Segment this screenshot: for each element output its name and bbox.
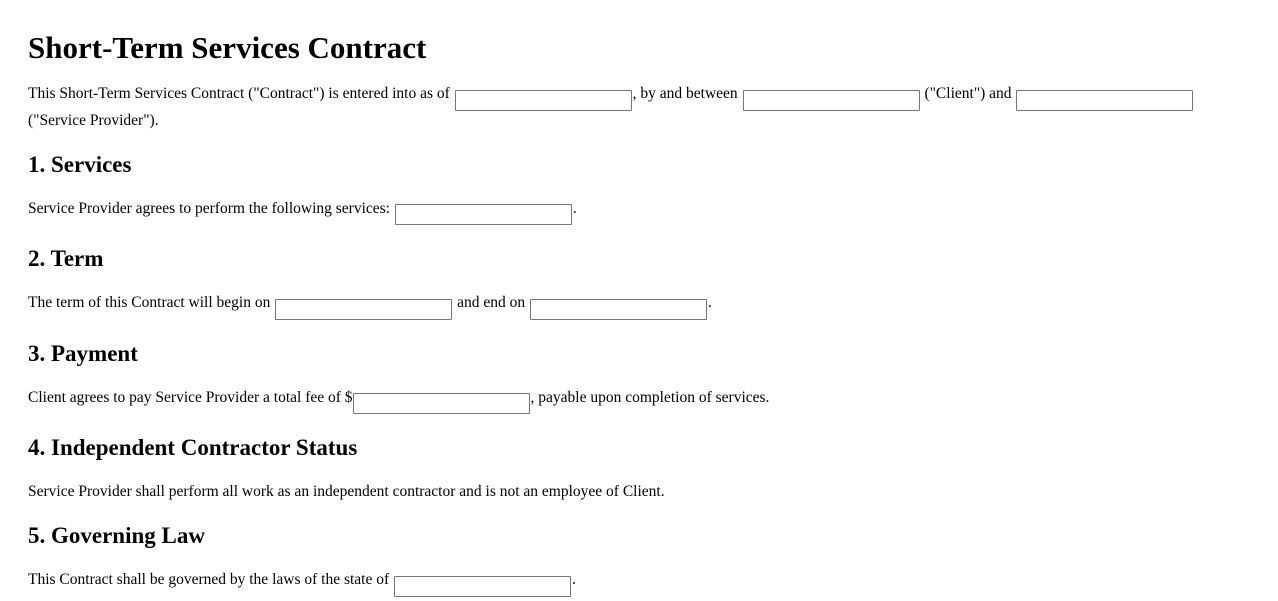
page-title: Short-Term Services Contract bbox=[28, 30, 427, 65]
service-provider-name-field[interactable] bbox=[1016, 90, 1193, 111]
intro-text-2: , by and between bbox=[632, 85, 742, 102]
term-end-date-field[interactable] bbox=[530, 299, 707, 320]
law-text-after: . bbox=[572, 571, 576, 588]
intro-paragraph bbox=[28, 84, 1250, 131]
payment-fee-field[interactable] bbox=[353, 393, 530, 414]
governing-law-paragraph bbox=[28, 570, 1250, 597]
section-heading-payment: 3. Payment bbox=[28, 340, 138, 366]
payment-text-after: , payable upon completion of services. bbox=[530, 388, 770, 406]
payment-text-before: Client agrees to pay Service Provider a total fee of $ bbox=[28, 388, 353, 406]
services-description-field[interactable] bbox=[395, 204, 572, 225]
contractor-paragraph: Service Provider shall perform all work as an independent contractor and is not an employee of Client. bbox=[28, 483, 665, 500]
services-text-before: Service Provider agrees to perform the following services: bbox=[28, 199, 394, 217]
services-paragraph bbox=[28, 199, 1250, 226]
intro-text-1: This Short-Term Services Contract ("Contract") is entered into as of bbox=[28, 85, 454, 102]
intro-text-3: ("Client") and bbox=[920, 85, 1016, 102]
term-text-after: . bbox=[708, 294, 712, 311]
section-heading-services: 1. Services bbox=[28, 151, 132, 177]
term-text-middle: and end on bbox=[453, 294, 529, 311]
payment-paragraph bbox=[28, 388, 1250, 415]
section-heading-term: 2. Term bbox=[28, 246, 104, 271]
services-text-after: . bbox=[572, 199, 577, 217]
contract-date-field[interactable] bbox=[455, 90, 632, 111]
intro-text-4: ("Service Provider"). bbox=[28, 111, 159, 129]
term-start-date-field[interactable] bbox=[275, 299, 452, 320]
law-text-before: This Contract shall be governed by the laws of the state of bbox=[28, 571, 394, 588]
term-paragraph bbox=[28, 293, 1250, 320]
client-name-field[interactable] bbox=[743, 90, 920, 111]
term-text-before: The term of this Contract will begin on bbox=[28, 294, 275, 311]
governing-state-field[interactable] bbox=[394, 576, 571, 597]
section-heading-contractor: 4. Independent Contractor Status bbox=[28, 435, 358, 460]
section-heading-governing-law: 5. Governing Law bbox=[28, 523, 205, 548]
